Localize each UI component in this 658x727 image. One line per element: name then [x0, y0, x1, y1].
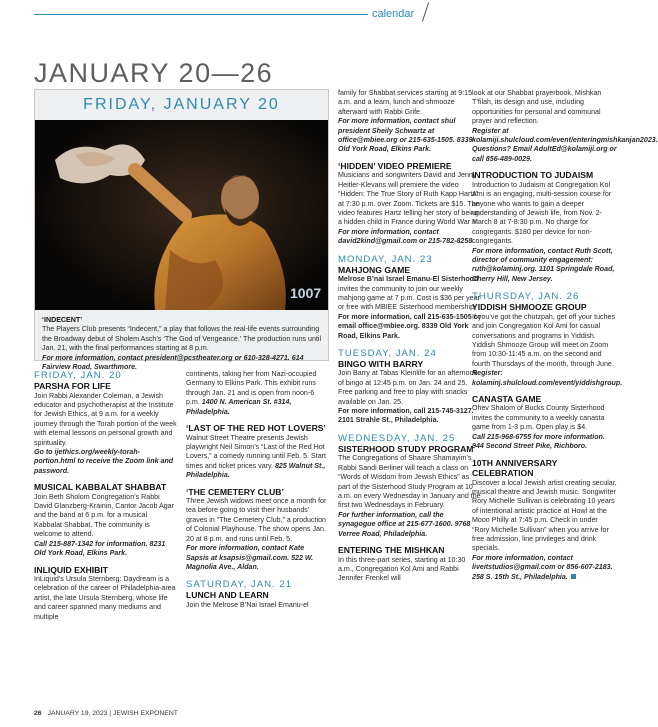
- event-body: family for Shabbat services starting at 9:15 a.m. and a learn, lunch and shmooze afterward with Rabbi Grife.: [338, 89, 473, 116]
- event-body: invites the community to join our weekly mahjong game at 7 p.m. Cost is $36 per year or free with MBIEE Sisterhood membership.: [338, 284, 480, 312]
- page-number: 26: [34, 710, 42, 717]
- event-title: 10TH ANNIVERSARY CELEBRATION: [472, 457, 558, 478]
- feature-text: [42, 316, 324, 372]
- event-title: CANASTA GAME: [472, 393, 542, 404]
- column-4: [472, 89, 658, 582]
- header-slash: [422, 2, 429, 21]
- event-body: The Congregations of Shaare Shamayim’s Rabbi Sandi Berliner will teach a class on “Words of Wisdom from Jewish Ethics” as part of the Sisterhood Study Program at 10 a.m. on every Wednesday in January and the first two Wednesdays in February.: [338, 454, 481, 510]
- event-title: LUNCH AND LEARN: [186, 590, 269, 601]
- event-title: ENTERING THE MISHKAN: [338, 545, 445, 556]
- event-body: continents, taking her from Nazi-occupied Germany to Elkins Park. This exhibit runs through Jan. 21 and is open from noon-6 p.m.: [186, 370, 317, 407]
- event-body: Join Barry at Tabas Kleinlife for an afternoon of bingo at 12:45 p.m. on Jan. 24 and 25. Free parking and free to play with snacks available on Jan. 25.: [338, 369, 478, 406]
- event-contact: For more information, contact Ruth Scott, director of community engagement: ruth@kolaminj.org. 1101 Springdale Road, Cherry Hill, New Jersey.: [472, 246, 615, 283]
- event-contact: For more information, contact liveitstudios@gmail.com or 856-607-2183. 258 S. 15th St., Philadelphia.: [472, 553, 613, 581]
- event-body: Introduction to Judaism at Congregation Kol Ami is an engaging, multi-session course for anyone who wants to gain a deeper understanding of Jewish life, from Nov. 2-March 8 at 7-8:30 p.m. No charge for congregants. $180 per device for non-congregants.: [472, 180, 612, 246]
- column-3: [338, 89, 481, 584]
- event-address: 825 Walnut St., Philadelphia.: [186, 461, 326, 480]
- publication-line: JANUARY 19, 2023 | JEWISH EXPONENT: [47, 710, 178, 717]
- event-contact: Call 215-887-1342 for information. 8231 Old York Road, Elkins Park.: [34, 539, 166, 558]
- event-body: InLiquid’s Ursula Sternberg: Daydream is a celebration of the career of Philadelphia-area artist, the late Ursula Sternberg, whose life and career spanned many mediums and multiple: [34, 575, 176, 621]
- column-2: [186, 370, 329, 610]
- date-heading: SATURDAY, JAN. 21: [186, 579, 293, 591]
- header-rule: [34, 14, 368, 15]
- event-body: Three Jewish widows meet once a month for tea before going to visit their husbands’ graves in “The Cemetery Club,” a production of Colonial Playhouse. The show opens Jan. 20 at 8 p.m. and runs until Feb. 5.: [186, 497, 327, 543]
- date-heading: TUESDAY, JAN. 24: [338, 347, 437, 359]
- event-body: Join the Melrose B’Nai Israel Emanu-el: [186, 600, 309, 609]
- event-contact: For more information, call 215-745-3127. 2101 Strahle St., Philadelphia.: [338, 407, 474, 425]
- feature-contact: For more information, contact president@pcstheater.org or 610-328-4271. 614 Fairview Road, Swarthmore.: [42, 353, 304, 372]
- photo-label: 1007: [290, 285, 322, 301]
- feature-day: FRIDAY, JANUARY 20: [83, 96, 280, 113]
- event-body: Ohev Shalom of Bucks County Sisterhood invites the community to a weekly canasta game from 1-3 p.m. Open play is $4.: [472, 404, 605, 432]
- column-1: [34, 370, 177, 622]
- event-contact: For more information, contact Kate Sapsis at ksapsis@gmail.com. 522 W. Magnolia Ave., Aldan.: [186, 544, 314, 571]
- feature-box: [34, 89, 329, 372]
- event-body: Musicians and songwriters David and Jenny Heitler-Klevans will premiere the video “Hidden: The True Story of Ruth Kapp Hartz” at 7:30 p.m. over Zoom. Tickets are $15. The video features Hartz telling her story of being a hidden child in France during World War II.: [338, 171, 480, 227]
- event-title: ‘LAST OF THE RED HOT LOVERS’: [186, 423, 326, 434]
- event-contact: Call 215-968-6755 for more information. 944 Second Street Pike, Richboro.: [472, 432, 605, 451]
- event-title: YIDDISH SHMOOZE GROUP: [472, 302, 587, 313]
- event-body: If you’ve got the chutzpah, get off your tuches and join Congregation Kol Ami for casual conversations and programs in Yiddish. Yiddish Shmooze Group will meet on Zoom from 10:30-11:45 a.m. on the second and fourth Thursdays of the month, through June.: [472, 312, 616, 368]
- event-title: ‘HIDDEN’ VIDEO PREMIERE: [338, 160, 452, 171]
- date-heading: MONDAY, JAN. 23: [338, 253, 433, 265]
- event-lead: Melrose B’nai Israel Emanu-El Sisterhood: [338, 275, 479, 284]
- event-contact: For more information, contact david2kind@gmail.com or 215-782-8258.: [338, 227, 475, 246]
- event-address: 1400 N. American St. #314, Philadelphia.: [186, 398, 292, 416]
- date-heading: WEDNESDAY, JAN. 25: [338, 432, 456, 444]
- event-title: SISTERHOOD STUDY PROGRAM: [338, 443, 474, 454]
- event-contact: For further information, call the synagogue office at 215-677-1600. 9768 Verree Road, Philadelphia.: [338, 510, 471, 538]
- section-label: calendar: [372, 8, 415, 20]
- event-title: BINGO WITH BARRY: [338, 358, 424, 369]
- event-contact: Register at kolamiji.shulcloud.com/event/enteringmishkanjan2023. Questions? Email AdultEd@kolamiji.org or call 856-489-0029.: [472, 126, 658, 163]
- event-title: INLIQUID EXHIBIT: [34, 564, 109, 575]
- event-body: look at our Shabbat prayerbook, Mishkan T’filah, its design and use, including opportunities for personal and communal prayer and reflection.: [472, 89, 602, 126]
- page-title: JANUARY 20—26: [34, 58, 274, 88]
- event-title: MAHJONG GAME: [338, 264, 411, 275]
- feature-title: ‘INDECENT’: [42, 316, 83, 324]
- date-heading: THURSDAY, JAN. 26: [472, 291, 580, 303]
- event-title: PARSHA FOR LIFE: [34, 381, 111, 391]
- event-body: In this three-part series, starting at 10:30 a.m., Congregation Kol Ami and Rabbi Jennifer Frenkel will: [338, 555, 466, 583]
- end-mark: [571, 574, 576, 579]
- event-title: INTRODUCTION TO JUDAISM: [472, 170, 594, 181]
- event-contact: Register: kolaminj.shulcloud.com/event/yiddishgroup.: [472, 369, 623, 387]
- event-contact: Go to ijethics.org/weekly-torah-portion.html to receive the Zoom link and password.: [34, 447, 174, 475]
- date-heading: FRIDAY, JAN. 20: [34, 370, 122, 381]
- event-body: Join Beth Sholom Congregation’s Rabbi David Glanzberg-Krainin, Cantor Jacob Agar and the band at 6 p.m. for a musical Kabbalat Shabbat. The community is welcome to attend.: [34, 492, 174, 539]
- event-body: Walnut Street Theatre presents Jewish playwright Neil Simon’s “Last of the Red Hot Lovers,” a comedy running until Feb. 5. Start times and ticket prices vary.: [186, 433, 326, 470]
- event-contact: For more information, contact shul president Sheily Schwartz at office@mbiee.org or 215-635-1505. 8339 Old York Road, Elkins Park.: [338, 117, 473, 154]
- event-title: ‘THE CEMETERY CLUB’: [186, 486, 284, 497]
- event-contact: For more information, call 215-635-1505 or email office@mbiee.org. 8339 Old York Road, Elkins Park.: [338, 312, 481, 340]
- event-title: MUSICAL KABBALAT SHABBAT: [34, 482, 167, 493]
- feature-body: The Players Club presents “Indecent,” a play that follows the real-life events surrounding the Broadway debut of Sholem Asch’s ‘The God of Vengeance.’ The production runs until Jan. 21, with the final performances starting at 8 p.m.: [42, 325, 322, 353]
- feature-photo: [35, 120, 328, 310]
- event-body: Discover a local Jewish artist creating secular, musical theatre and Jewish music. Songwriter Rory Michelle Sullivan is celebrating 10 years of intentional artistic practice at Howl at the Moon Philly at 7:45 p.m. Check in under “Rory Michelle Sullivan” when you arrive for free admission, line privileges and drink specials.: [472, 478, 617, 553]
- event-body: Join Rabbi Alexander Coleman, a Jewish educator and psychotherapist at the Institute for Jewish Ethics, at 9 a.m. for a weekly journey through the Torah portion of the week with eternal lessons on personal growth and spirituality.: [34, 391, 177, 447]
- page-footer: [34, 710, 178, 717]
